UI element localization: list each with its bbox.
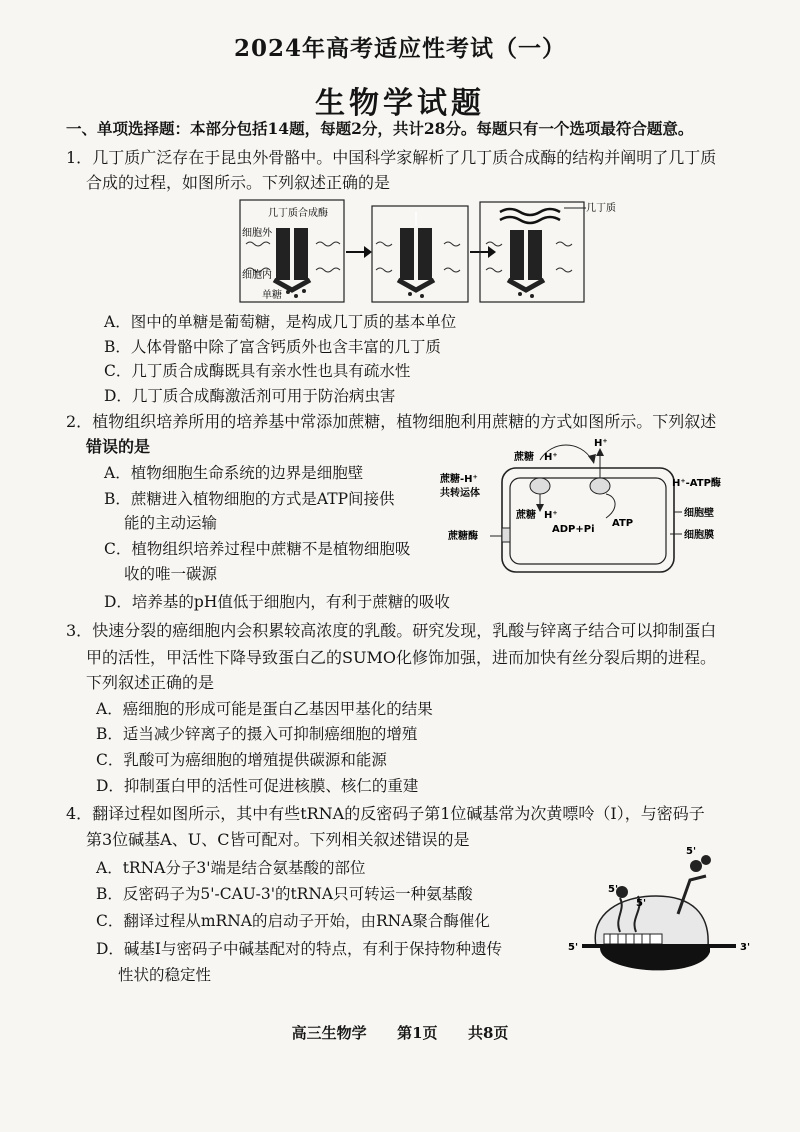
- subject-title: 生物学试题: [315, 86, 485, 121]
- h-top-1-label: H⁺: [544, 452, 558, 463]
- q1-stem-line-1: 1．几丁质广泛存在于昆虫外骨骼中。中国科学家解析了几丁质合成酶的结构并阐明了几丁质: [66, 148, 717, 167]
- five-prime-label-d: 5': [568, 942, 579, 953]
- q2-option-c: C．植物组织培养过程中蔗糖不是植物细胞吸: [104, 540, 411, 558]
- page-footer: [0, 1022, 800, 1043]
- q4-stem-line-1: 4．翻译过程如图所示，其中有些tRNA的反密码子第1位碱基常为次黄嘌呤（I），与密码子: [66, 804, 705, 823]
- q1-option-b: B．人体骨骼中除了富含钙质外也含丰富的几丁质: [104, 338, 441, 356]
- footer-page: 第1页: [397, 1024, 438, 1042]
- five-prime-label-b: 5': [608, 884, 619, 895]
- three-prime-label: 3': [740, 942, 751, 953]
- q3-option-d: D．抑制蛋白甲的活性可促进核膜、核仁的重建: [96, 777, 419, 795]
- section-heading: 一、单项选择题：本部分包括14题，每题2分，共计28分。每题只有一个选项最符合题意。: [66, 119, 694, 138]
- sucrase-label: 蔗糖酶: [448, 531, 478, 542]
- q2-option-a: A．植物细胞生命系统的边界是细胞壁: [104, 464, 364, 482]
- exam-title: 2024年高考适应性考试（一）: [233, 35, 566, 62]
- sugar-label: 单糖: [262, 290, 282, 301]
- q1-option-c: C．几丁质合成酶既具有亲水性也具有疏水性: [104, 362, 411, 380]
- outside-label: 细胞外: [242, 228, 272, 239]
- adp-label: ADP+Pi: [552, 524, 595, 535]
- footer-subject: 高三生物学: [291, 1024, 367, 1042]
- sucrose-in-label: 蔗糖: [516, 510, 536, 521]
- q1-option-d: D．几丁质合成酶激活剂可用于防治病虫害: [104, 387, 396, 405]
- q4-option-b: B．反密码子为5'-CAU-3'的tRNA只可转运一种氨基酸: [96, 885, 473, 903]
- symporter-label-2: 共转运体: [440, 488, 480, 499]
- q2-number: 2．: [66, 412, 93, 431]
- atp-label: ATP: [612, 518, 634, 529]
- inside-label: 细胞内: [242, 270, 272, 281]
- q2-option-b: B．蔗糖进入植物细胞的方式是ATP间接供: [104, 490, 395, 508]
- q2-option-c-cont: 收的唯一碳源: [124, 565, 218, 583]
- q3-option-c: C．乳酸可为癌细胞的增殖提供碳源和能源: [96, 751, 387, 769]
- q3-stem-line-3: 下列叙述正确的是: [86, 673, 215, 692]
- q4-stem-line-2: 第3位碱基A、U、C皆可配对。下列相关叙述错误的是: [86, 830, 470, 849]
- symporter-label-1: 蔗糖-H⁺: [440, 474, 478, 485]
- q4-option-c: C．翻译过程从mRNA的启动子开始，由RNA聚合酶催化: [96, 912, 490, 930]
- wall-label: 细胞壁: [684, 508, 714, 519]
- q2-option-b-cont: 能的主动运输: [124, 514, 218, 532]
- q1-option-a: A．图中的单糖是葡萄糖，是构成几丁质的基本单位: [104, 313, 457, 331]
- footer-total: 共8页: [467, 1024, 509, 1042]
- q1-number: 1．: [66, 148, 93, 167]
- atpase-label: H⁺-ATP酶: [672, 478, 721, 489]
- h-in-label: H⁺: [544, 510, 558, 521]
- q1-stem-line-2: 合成的过程，如图所示。下列叙述正确的是: [86, 173, 391, 192]
- q4-option-a: A．tRNA分子3'端是结合氨基酸的部位: [96, 859, 366, 877]
- q1-chitin-diagram: [238, 198, 618, 306]
- q4-translation-diagram: [560, 844, 760, 984]
- sucrose-top-label: 蔗糖: [514, 452, 534, 463]
- q3-stem-line-1: 3．快速分裂的癌细胞内会积累较高浓度的乳酸。研究发现，乳酸与锌离子结合可以抑制蛋白: [66, 621, 717, 640]
- h-top-2-label: H⁺: [594, 438, 608, 449]
- q3-option-a: A．癌细胞的形成可能是蛋白乙基因甲基化的结果: [96, 700, 433, 718]
- five-prime-label-c: 5': [636, 898, 647, 909]
- q3-number: 3．: [66, 621, 93, 640]
- q3-option-b: B．适当减少锌离子的摄入可抑制癌细胞的增殖: [96, 725, 418, 743]
- q4-number: 4．: [66, 804, 93, 823]
- q4-option-d-cont: 性状的稳定性: [118, 966, 212, 984]
- q2-sucrose-diagram: [440, 438, 760, 578]
- q2-option-d: D．培养基的pH值低于细胞内，有利于蔗糖的吸收: [104, 593, 450, 611]
- q2-stem-line-2: 错误的是: [86, 437, 151, 456]
- chitin-label: 几丁质: [586, 203, 616, 214]
- q2-stem-line-1: 2．植物组织培养所用的培养基中常添加蔗糖，植物细胞利用蔗糖的方式如图所示。下列叙述: [66, 412, 717, 431]
- q4-option-d: D．碱基I与密码子中碱基配对的特点，有利于保持物种遗传: [96, 940, 503, 958]
- five-prime-label-a: 5': [686, 846, 697, 857]
- q3-stem-line-2: 甲的活性，甲活性下降导致蛋白乙的SUMO化修饰加强，进而加快有丝分裂后期的进程。: [86, 648, 716, 667]
- enzyme-label: 几丁质合成酶: [268, 208, 328, 219]
- membrane-label: 细胞膜: [684, 530, 714, 541]
